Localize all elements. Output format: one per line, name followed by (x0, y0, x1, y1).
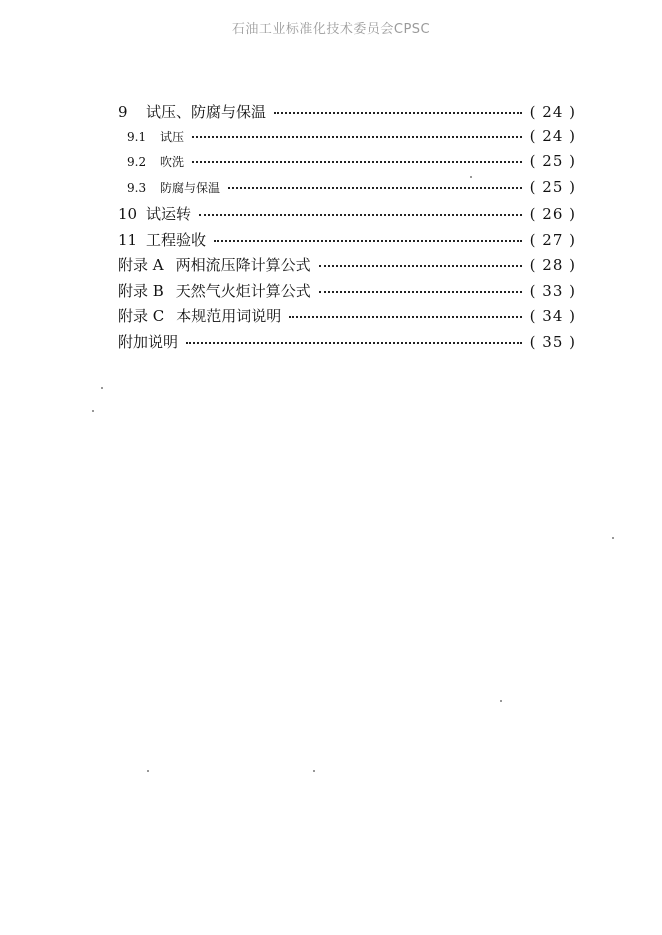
toc-entry-page: ( 26 ) (529, 205, 576, 223)
toc-entry-appendix-b[interactable] (118, 280, 576, 306)
toc-entry-page: ( 28 ) (529, 256, 576, 274)
dot-leader (192, 136, 522, 138)
toc-entry-title: 两相流压降计算公式 (175, 256, 311, 274)
dot-leader (289, 316, 521, 318)
dot-leader (228, 187, 522, 189)
dot-leader (319, 265, 522, 267)
toc-entry-title: 试压 (160, 129, 185, 144)
dot-leader (214, 240, 522, 242)
toc-entry-number: 附录 A (118, 256, 164, 274)
toc-entry-page: ( 35 ) (529, 332, 576, 351)
toc-entry-appendix-c[interactable] (118, 305, 576, 331)
dot-leader (192, 161, 522, 163)
toc-entry-10[interactable] (118, 203, 576, 229)
scan-speck (612, 537, 614, 539)
toc-entry-page: ( 27 ) (529, 230, 576, 249)
dot-leader (199, 214, 522, 216)
toc-entry-title: 天然气火炬计算公式 (175, 281, 311, 300)
toc-entry-number: 附录 C (118, 307, 165, 325)
toc-entry-page: ( 33 ) (529, 281, 576, 300)
toc-entry-title: 工程验收 (146, 230, 207, 249)
header-watermark: 石油工业标准化技术委员会CPSC (231, 22, 431, 37)
toc-entry-page: ( 34 ) (529, 307, 576, 325)
toc-entry-page: ( 25 ) (529, 152, 576, 170)
toc-entry-9-2[interactable] (118, 152, 576, 178)
toc-entry-number: 9 (118, 103, 128, 121)
scan-speck (313, 770, 315, 772)
toc-entry-title: 本规范用词说明 (176, 307, 282, 325)
toc-entry-9[interactable] (118, 101, 576, 127)
toc-entry-appendix-a[interactable] (118, 254, 576, 280)
scan-speck (101, 387, 103, 389)
toc-entry-9-1[interactable] (118, 127, 576, 153)
toc-entry-number: 10 (118, 205, 138, 223)
toc-entry-title: 吹洗 (160, 155, 185, 169)
toc-entry-number: 11 (118, 230, 138, 249)
toc-entry-page: ( 24 ) (529, 103, 576, 121)
toc-entry-title: 防腐与保温 (160, 180, 221, 195)
scan-speck (500, 700, 502, 702)
scan-speck (470, 176, 472, 178)
toc-entry-number: 9.1 (127, 129, 147, 144)
dot-leader (319, 291, 522, 293)
toc-entry-number: 9.3 (127, 180, 147, 195)
toc-entry-page: ( 25 ) (529, 177, 576, 196)
toc-entry-title: 附加说明 (118, 332, 179, 351)
toc-entry-title: 试压、防腐与保温 (146, 103, 267, 121)
toc-entry-number: 附录 B (118, 281, 164, 300)
toc-entry-number: 9.2 (127, 155, 147, 169)
toc-entry-title: 试运转 (146, 205, 192, 223)
toc-entry-9-3[interactable] (118, 178, 576, 204)
dot-leader (274, 112, 522, 114)
table-of-contents (118, 101, 576, 356)
toc-entry-11[interactable] (118, 229, 576, 255)
toc-entry-additional-notes[interactable] (118, 331, 576, 357)
toc-entry-page: ( 24 ) (529, 126, 576, 145)
scan-speck (92, 410, 94, 412)
dot-leader (186, 342, 522, 344)
scan-speck (147, 770, 149, 772)
